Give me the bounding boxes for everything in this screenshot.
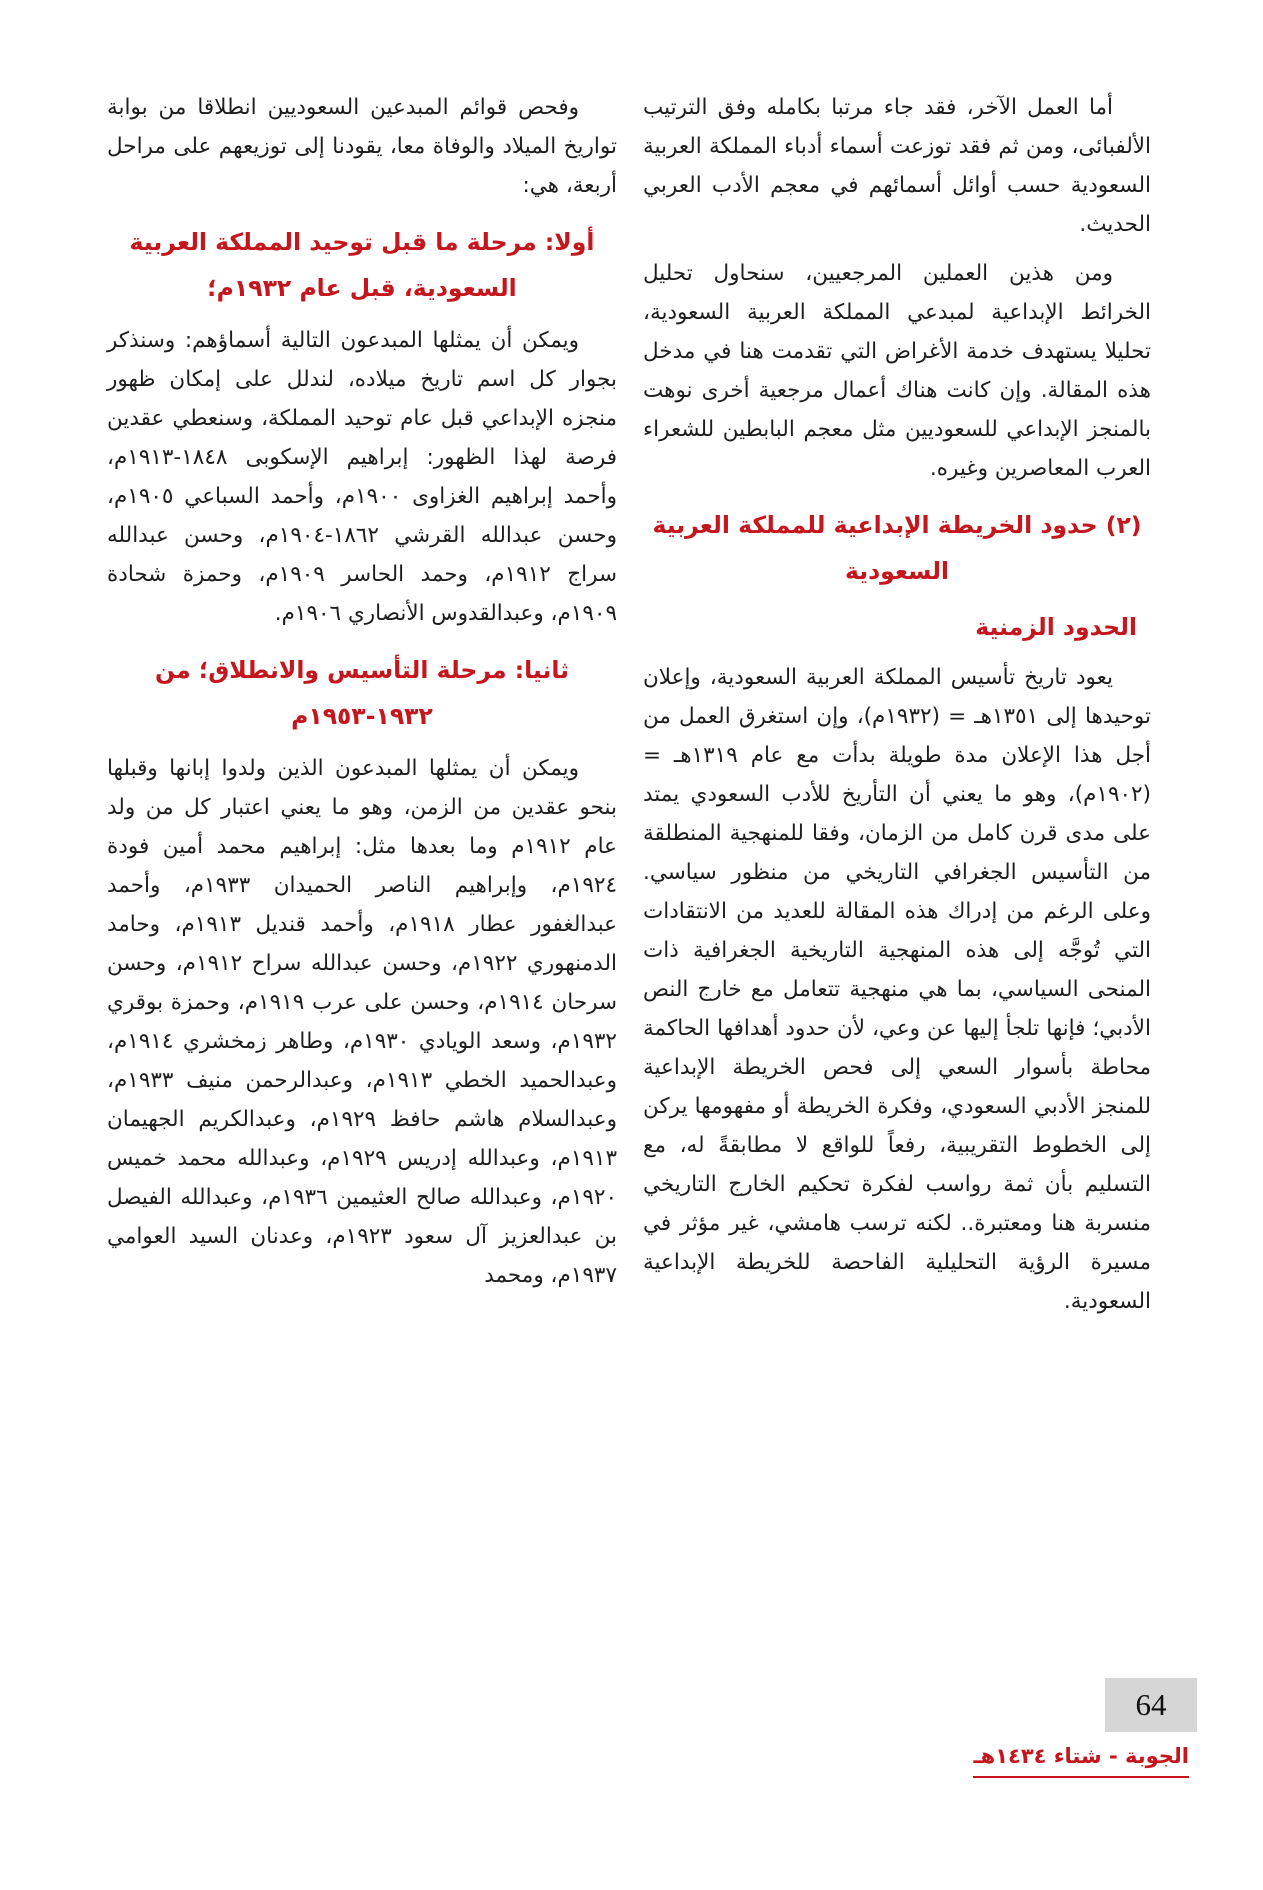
sub-heading: الحدود الزمنية: [975, 613, 1137, 641]
stage-one-heading: أولا: مرحلة ما قبل توحيد المملكة العربية السعودية، قبل عام ١٩٣٢م؛: [129, 228, 595, 302]
left-column: [107, 88, 617, 1331]
section-heading: (٢) حدود الخريطة الإبداعية للمملكة العربية السعودية: [652, 511, 1142, 585]
paragraph: ويمكن أن يمثلها المبدعون التالية أسماؤهم: وسنذكر بجوار كل اسم تاريخ ميلاده، لندلل على إمكان ظهور منجزه الإبداعي قبل عام توحيد المملكة، وسنعطي عقدين فرصة لهذا الظهور: إبراهيم الإسكوبى ١٨٤٨-١٩١٣م، وأحمد إبراهيم الغزاوى ١٩٠٠م، وأحمد السباعي ١٩٠٥م، وحسن عبدالله القرشي ١٨٦٢-١٩٠٤م، وحسن عبدالله سراج ١٩١٢م، وحمد الحاسر ١٩٠٩م، وحمزة شحادة ١٩٠٩م، وعبدالقدوس الأنصاري ١٩٠٦م.: [107, 328, 617, 626]
paragraph: يعود تاريخ تأسيس المملكة العربية السعودية، وإعلان توحيدها إلى ١٣٥١هـ = (١٩٣٢م)، وإن استغرق العمل من أجل هذا الإعلان مدة طويلة بدأت مع عام ١٣١٩هـ = (١٩٠٢م)، وهو ما يعني أن التأريخ للأدب السعودي يمتد على مدى قرن كامل من الزمان، وفقا للمنهجية المنطلقة من التأسيس الجغرافي التاريخي من منظور سياسي. وعلى الرغم من إدراك هذه المقالة للعديد من الانتقادات التي تُوجَّه إلى هذه المنهجية التاريخية الجغرافية ذات المنحى السياسي، بما هي منهجية تتعامل مع خارج النص الأدبي؛ فإنها تلجأ إليها عن وعي، لأن حدود أهدافها الحاكمة محاطة بأسوار السعي إلى فحص الخريطة الإبداعية للمنجز الأدبي السعودي، وفكرة الخريطة أو مفهومها يركن إلى الخطوط التقريبية، رفعاً للواقع لا مطابقةً له، مع التسليم بأن ثمة رواسب لفكرة تحكيم الخارج التاريخي منسربة هنا ومعتبرة.. لكنه ترسب هامشي، غير مؤثر في مسيرة الرؤية التحليلية الفاحصة للخريطة الإبداعية السعودية.: [643, 665, 1151, 1314]
page-number-box: [1105, 1678, 1197, 1732]
paragraph: وفحص قوائم المبدعين السعوديين انطلاقا من بوابة تواريخ الميلاد والوفاة معا، يقودنا إلى توزيعهم على مراحل أربعة، هي:: [107, 95, 617, 198]
paragraph: ومن هذين العملين المرجعيين، سنحاول تحليل الخرائط الإبداعية لمبدعي المملكة العربية السعودية، تحليلا يستهدف خدمة الأغراض التي تقدمت هنا في مدخل هذه المقالة. وإن كانت هناك أعمال مرجعية أخرى نوهت بالمنجز الإبداعي للسعوديين مثل معجم البابطين للشعراء العرب المعاصرين وغيره.: [643, 261, 1151, 481]
journal-footer-text: الجوبة - شتاء ١٤٣٤هـ: [973, 1744, 1189, 1768]
page-number: 64: [1135, 1687, 1167, 1722]
paragraph: أما العمل الآخر، فقد جاء مرتبا بكامله وفق الترتيب الألفبائى، ومن ثم فقد توزعت أسماء أدباء المملكة العربية السعودية حسب أوائل أسمائهم في معجم الأدب العربي الحديث.: [643, 95, 1151, 237]
journal-footer: [973, 1742, 1189, 1778]
right-column: [643, 88, 1151, 1331]
paragraph: ويمكن أن يمثلها المبدعون الذين ولدوا إبانها وقبلها بنحو عقدين من الزمن، وهو ما يعني اعتبار كل من ولد عام ١٩١٢م وما بعدها مثل: إبراهيم محمد أمين فودة ١٩٢٤م، وإبراهيم الناصر الحميدان ١٩٣٣م، وأحمد عبدالغفور عطار ١٩١٨م، وأحمد قنديل ١٩١٣م، وحامد الدمنهوري ١٩٢٢م، وحسن عبدالله سراح ١٩١٢م، وحسن سرحان ١٩١٤م، وحسن على عرب ١٩١٩م، وحمزة بوقري ١٩٣٢م، وسعد الويادي ١٩٣٠م، وطاهر زمخشري ١٩١٤م، وعبدالحميد الخطي ١٩١٣م، وعبدالرحمن منيف ١٩٣٣م، وعبدالسلام هاشم حافظ ١٩٢٩م، وعبدالكريم الجهيمان ١٩١٣م، وعبدالله إدريس ١٩٢٩م، وعبدالله محمد خميس ١٩٢٠م، وعبدالله صالح العثيمين ١٩٣٦م، وعبدالله الفيصل بن عبدالعزيز آل سعود ١٩٢٣م، وعدنان السيد العوامي ١٩٣٧م، ومحمد: [107, 756, 618, 1288]
article-body: [107, 88, 1151, 1331]
stage-two-heading: ثانيا: مرحلة التأسيس والانطلاق؛ من ١٩٣٢-١٩٥٣م: [154, 656, 569, 730]
